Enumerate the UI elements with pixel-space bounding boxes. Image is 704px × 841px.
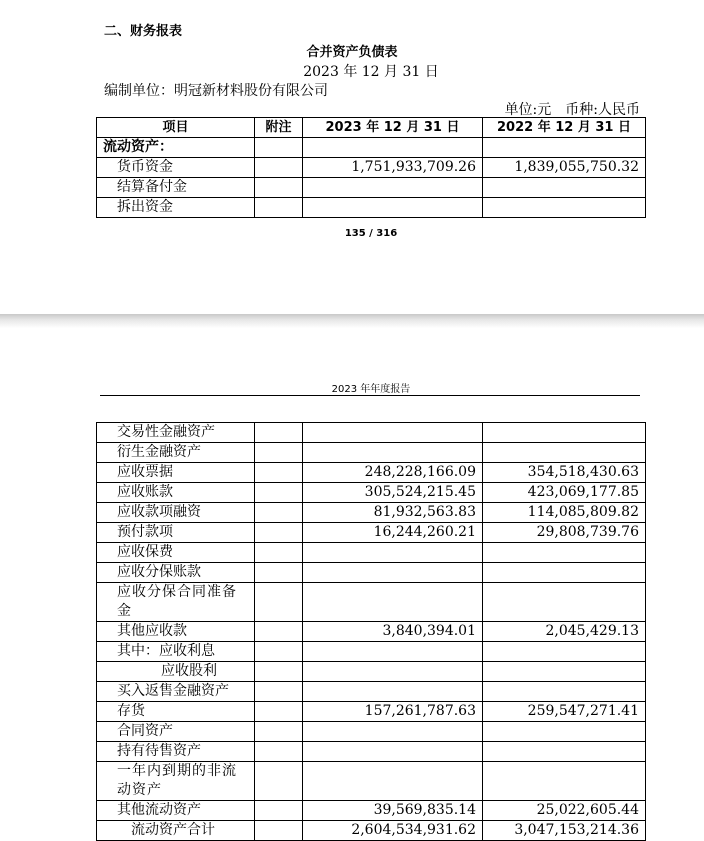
- row-value-2023: [303, 443, 483, 463]
- row-value-2023: 157,261,787.63: [303, 702, 483, 722]
- row-value-2022: [483, 583, 646, 622]
- row-note: [255, 463, 303, 483]
- row-value-2022: [483, 722, 646, 742]
- page-number: 135 / 316: [344, 228, 398, 239]
- table-row: [97, 198, 646, 218]
- row-value-2022: [483, 642, 646, 662]
- row-item: 应收保费: [97, 543, 255, 563]
- row-note: [255, 762, 303, 801]
- header-2022: 2022 年 12 月 31 日: [483, 118, 646, 138]
- category-row: [97, 138, 646, 158]
- row-value-2023: 1,751,933,709.26: [303, 158, 483, 178]
- table-row: [97, 503, 646, 523]
- table-body-part2: [97, 423, 646, 841]
- row-value-2023: [303, 178, 483, 198]
- table-row: [97, 742, 646, 762]
- row-note: [255, 503, 303, 523]
- row-note: [255, 622, 303, 642]
- table-row: [97, 178, 646, 198]
- row-value-2023: [303, 642, 483, 662]
- row-item: 持有待售资产: [97, 742, 255, 762]
- row-item: 一年内到期的非流动资产: [97, 762, 255, 801]
- table-row: [97, 583, 646, 622]
- row-note: [255, 583, 303, 622]
- row-value-2023: 16,244,260.21: [303, 523, 483, 543]
- table-row: [97, 662, 646, 682]
- row-value-2022: 25,022,605.44: [483, 801, 646, 821]
- balance-sheet-table-part2: [96, 422, 646, 841]
- row-note: [255, 198, 303, 218]
- row-value-2023: [303, 543, 483, 563]
- row-value-2023: [303, 722, 483, 742]
- row-item: 其中：应收利息: [97, 642, 255, 662]
- table-row: [97, 821, 646, 841]
- table-row: [97, 722, 646, 742]
- row-value-2022: [483, 662, 646, 682]
- running-header: 2023 年年度报告: [331, 384, 411, 395]
- header-rule: [100, 395, 640, 396]
- row-item: 应收分保合同准备金: [97, 583, 255, 622]
- table-row: [97, 543, 646, 563]
- row-value-2022: 3,047,153,214.36: [483, 821, 646, 841]
- row-value-2023: 81,932,563.83: [303, 503, 483, 523]
- row-value-2022: [483, 742, 646, 762]
- row-note: [255, 722, 303, 742]
- row-value-2022: 354,518,430.63: [483, 463, 646, 483]
- row-item: 应收款项融资: [97, 503, 255, 523]
- table-row: [97, 702, 646, 722]
- row-item: 应收票据: [97, 463, 255, 483]
- row-item: 货币资金: [97, 158, 255, 178]
- category-2022: [483, 138, 646, 158]
- row-item: 存货: [97, 702, 255, 722]
- row-value-2022: [483, 423, 646, 443]
- table-row: [97, 682, 646, 702]
- row-note: [255, 821, 303, 841]
- row-value-2023: [303, 563, 483, 583]
- header-2023: 2023 年 12 月 31 日: [303, 118, 483, 138]
- row-value-2022: [483, 682, 646, 702]
- row-value-2023: [303, 742, 483, 762]
- row-item: 交易性金融资产: [97, 423, 255, 443]
- row-note: [255, 158, 303, 178]
- table-row: [97, 762, 646, 801]
- row-value-2022: [483, 443, 646, 463]
- row-item: 买入返售金融资产: [97, 682, 255, 702]
- row-item: 其他应收款: [97, 622, 255, 642]
- row-value-2022: 259,547,271.41: [483, 702, 646, 722]
- row-item: 预付款项: [97, 523, 255, 543]
- row-note: [255, 801, 303, 821]
- table-row: [97, 523, 646, 543]
- row-note: [255, 523, 303, 543]
- row-item: 应收账款: [97, 483, 255, 503]
- table-row: [97, 443, 646, 463]
- statement-date: 2023 年 12 月 31 日: [303, 64, 439, 80]
- row-value-2022: 1,839,055,750.32: [483, 158, 646, 178]
- row-value-2022: [483, 762, 646, 801]
- row-value-2023: [303, 662, 483, 682]
- page-break: [0, 314, 704, 328]
- table-body-part1: [97, 158, 646, 218]
- balance-sheet-table-part1: [96, 117, 646, 218]
- report-page-upper: [0, 0, 704, 314]
- row-value-2022: 29,808,739.76: [483, 523, 646, 543]
- category-label: 流动资产：: [97, 138, 255, 158]
- row-note: [255, 682, 303, 702]
- row-value-2022: [483, 198, 646, 218]
- statement-title: 合并资产负债表: [306, 45, 398, 60]
- row-note: [255, 563, 303, 583]
- row-value-2022: 423,069,177.85: [483, 483, 646, 503]
- table-row: [97, 622, 646, 642]
- table-header-row: [97, 118, 646, 138]
- table-row: [97, 483, 646, 503]
- row-item: 应收股利: [97, 662, 255, 682]
- header-item: 项目: [97, 118, 255, 138]
- table-row: [97, 423, 646, 443]
- table-row: [97, 563, 646, 583]
- row-value-2022: 2,045,429.13: [483, 622, 646, 642]
- category-2023: [303, 138, 483, 158]
- table-row: [97, 158, 646, 178]
- row-note: [255, 702, 303, 722]
- row-value-2022: 114,085,809.82: [483, 503, 646, 523]
- table-row: [97, 801, 646, 821]
- row-item: 其他流动资产: [97, 801, 255, 821]
- report-page-lower: [0, 328, 704, 838]
- header-note: 附注: [255, 118, 303, 138]
- row-item: 结算备付金: [97, 178, 255, 198]
- category-note: [255, 138, 303, 158]
- section-title: 二、财务报表: [104, 24, 183, 39]
- row-item: 衍生金融资产: [97, 443, 255, 463]
- reporting-entity: 编制单位：明冠新材料股份有限公司: [104, 83, 328, 99]
- row-note: [255, 662, 303, 682]
- row-note: [255, 423, 303, 443]
- row-value-2023: 248,228,166.09: [303, 463, 483, 483]
- row-value-2023: 3,840,394.01: [303, 622, 483, 642]
- row-note: [255, 483, 303, 503]
- row-note: [255, 742, 303, 762]
- table-row: [97, 642, 646, 662]
- row-value-2023: [303, 762, 483, 801]
- table-row: [97, 463, 646, 483]
- row-value-2023: 39,569,835.14: [303, 801, 483, 821]
- row-value-2023: 305,524,215.45: [303, 483, 483, 503]
- row-value-2023: [303, 682, 483, 702]
- row-note: [255, 543, 303, 563]
- row-value-2023: [303, 198, 483, 218]
- row-item: 流动资产合计: [97, 821, 255, 841]
- row-item: 拆出资金: [97, 198, 255, 218]
- row-note: [255, 443, 303, 463]
- row-note: [255, 642, 303, 662]
- row-note: [255, 178, 303, 198]
- currency-units: 单位:元 币种:人民币: [504, 102, 640, 118]
- row-value-2023: 2,604,534,931.62: [303, 821, 483, 841]
- row-value-2023: [303, 583, 483, 622]
- row-item: 合同资产: [97, 722, 255, 742]
- row-value-2023: [303, 423, 483, 443]
- row-value-2022: [483, 563, 646, 583]
- row-value-2022: [483, 178, 646, 198]
- row-value-2022: [483, 543, 646, 563]
- row-item: 应收分保账款: [97, 563, 255, 583]
